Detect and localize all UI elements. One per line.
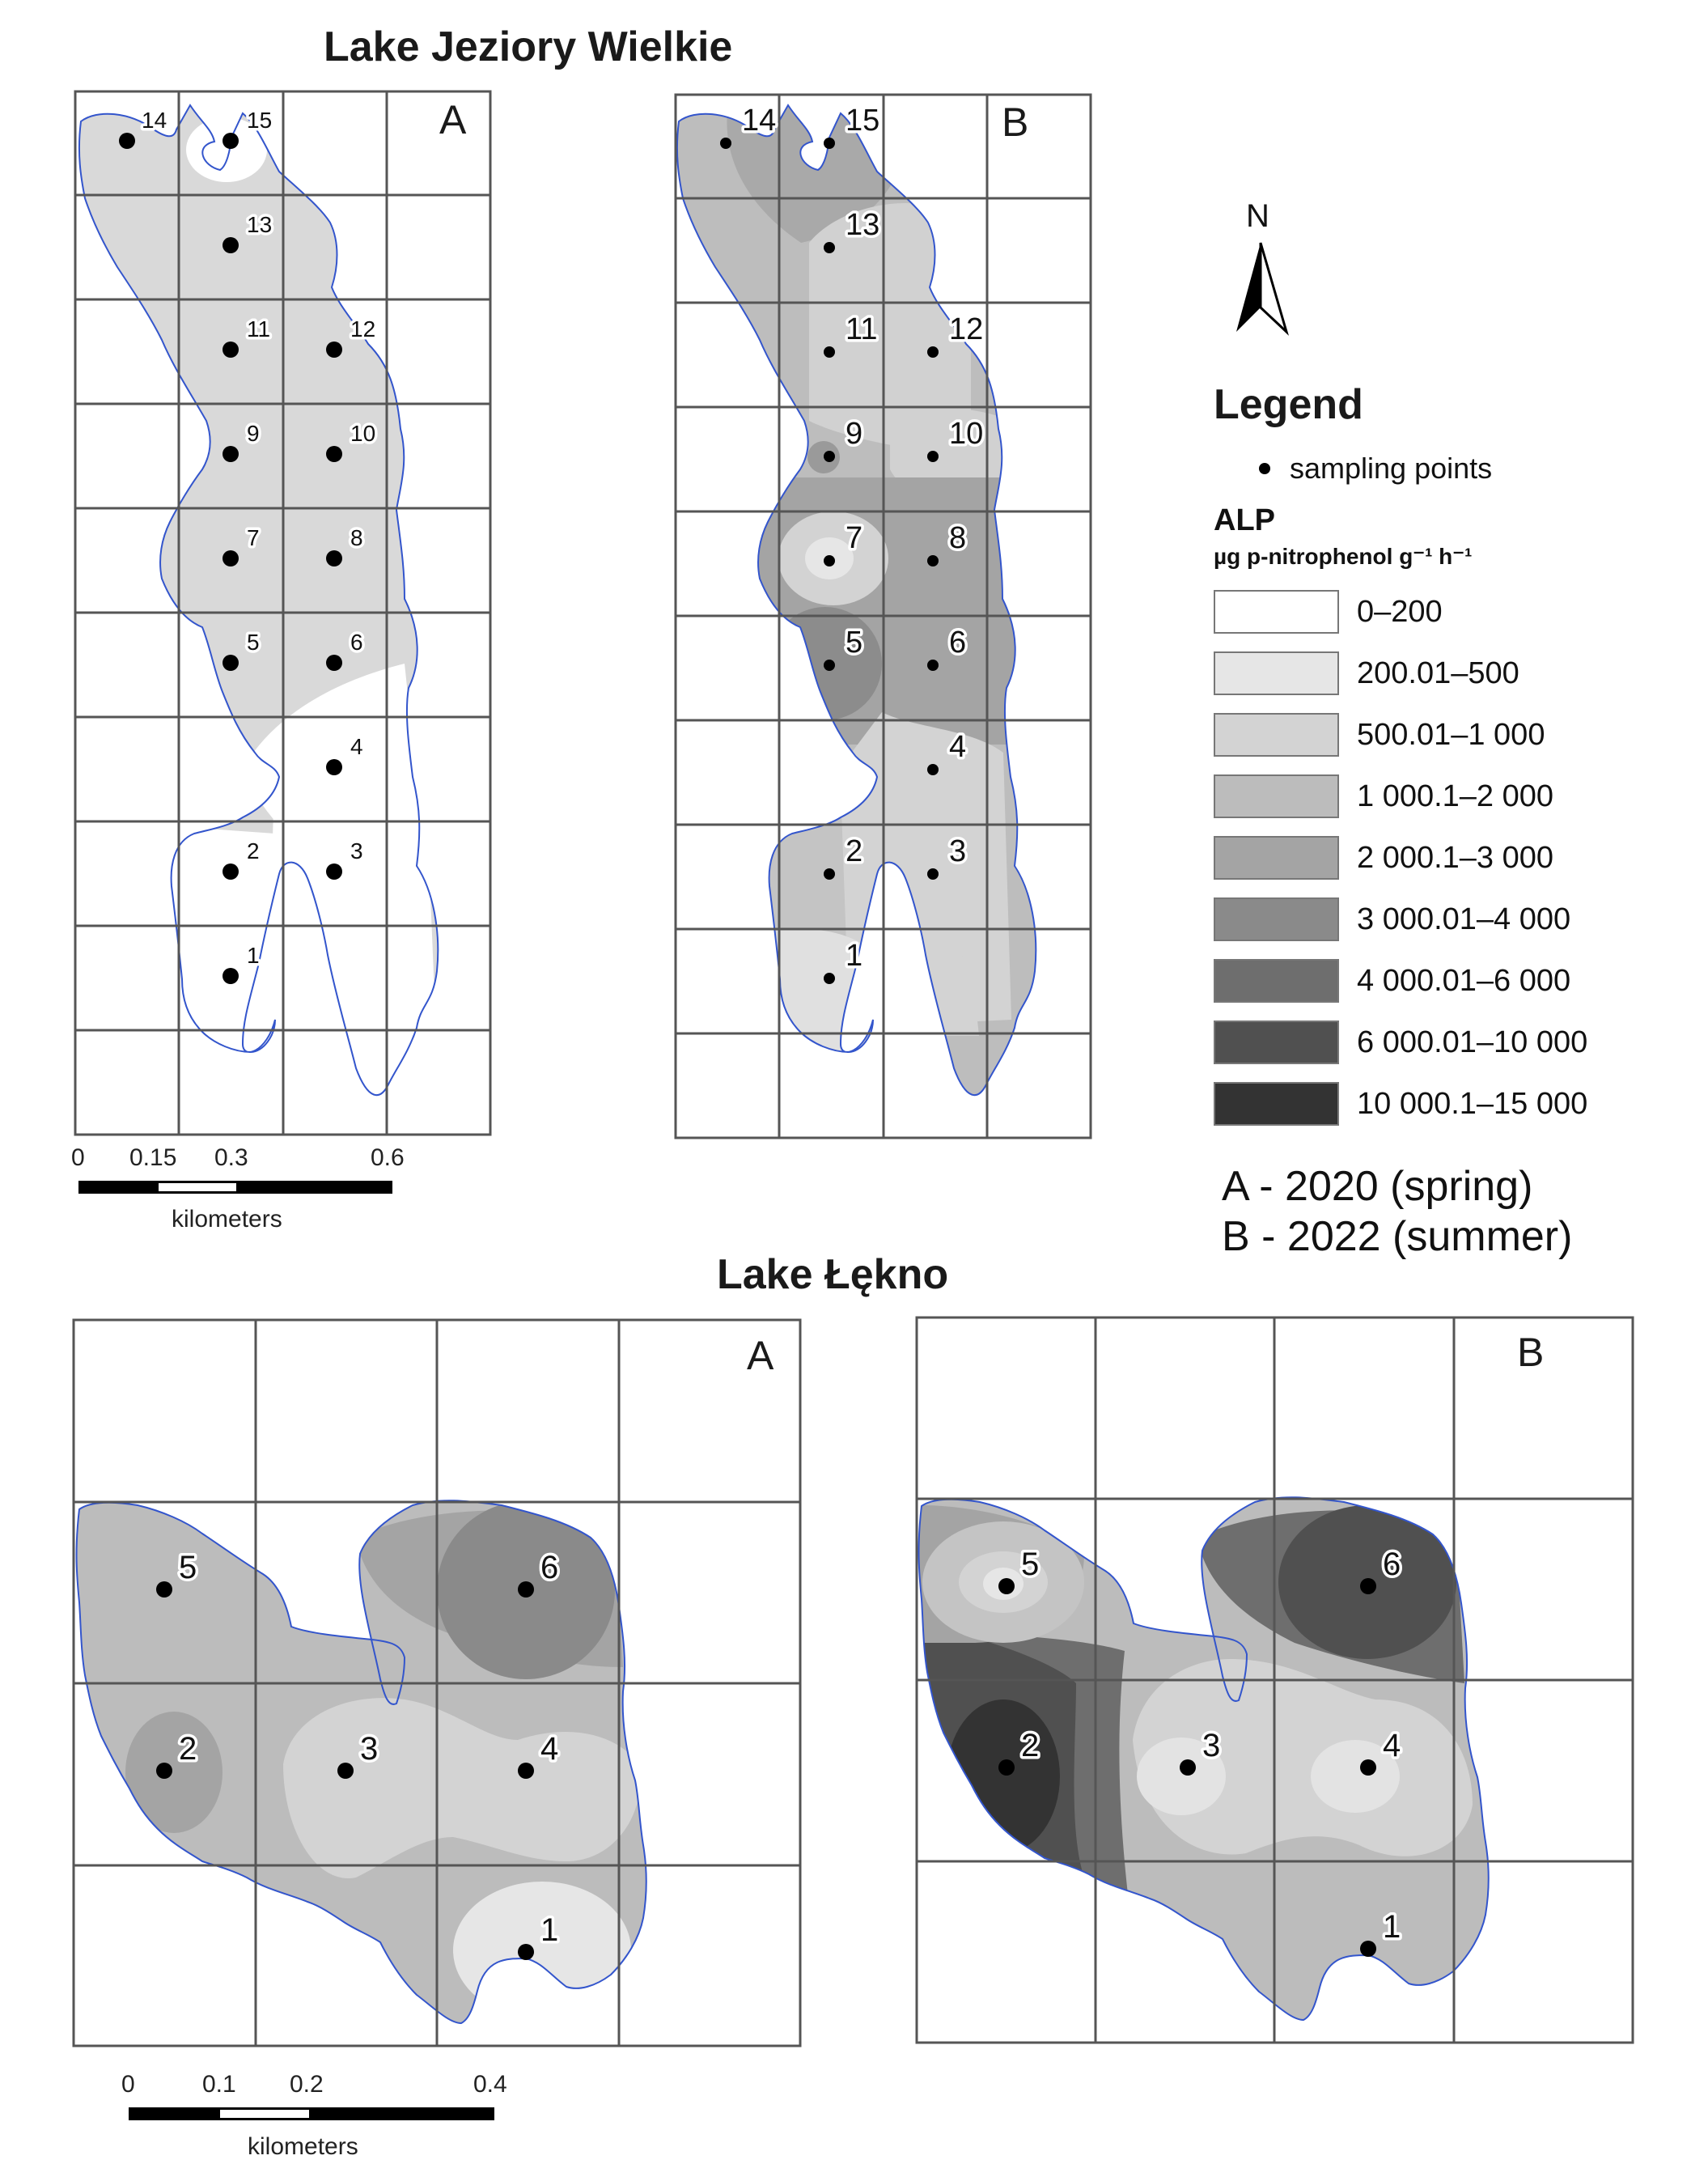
jeziory-b-point-label-6: 6 bbox=[949, 626, 967, 660]
legend-class-label: 10 000.1–15 000 bbox=[1357, 1086, 1588, 1121]
jeziory-a-point-10 bbox=[326, 446, 342, 462]
north-arrow bbox=[1228, 194, 1309, 344]
legend-swatch bbox=[1214, 1020, 1339, 1064]
north-arrow-icon bbox=[1228, 194, 1309, 340]
jeziory-a-point-label-6: 6 bbox=[350, 630, 363, 655]
lekno-b-point-1 bbox=[1360, 1941, 1376, 1957]
scale1-tick-1: 0.15 bbox=[129, 1144, 177, 1171]
lekno-a-point-label-2: 2 bbox=[179, 1731, 197, 1767]
legend-swatch bbox=[1214, 713, 1339, 757]
jeziory-b-point-label-4: 4 bbox=[949, 730, 967, 764]
lekno-b-point-3 bbox=[1180, 1759, 1196, 1776]
legend-class-label: 200.01–500 bbox=[1357, 656, 1519, 690]
legend-class-4 bbox=[1214, 766, 1667, 827]
jeziory-b-point-label-15: 15 bbox=[846, 104, 880, 138]
legend-alp-title: ALP bbox=[1214, 503, 1275, 537]
legend-class-2 bbox=[1214, 643, 1667, 704]
jeziory-a-point-12 bbox=[326, 342, 342, 358]
lekno-b-point-4 bbox=[1360, 1759, 1376, 1776]
jeziory-a-point-label-3: 3 bbox=[350, 838, 363, 863]
legend-class-9 bbox=[1214, 1073, 1667, 1135]
lekno-b-point-6 bbox=[1360, 1578, 1376, 1594]
jeziory-panel-b bbox=[663, 89, 1100, 1138]
legend bbox=[1214, 380, 1667, 1135]
lekno-b-point-label-2: 2 bbox=[1021, 1728, 1040, 1763]
legend-class-label: 4 000.01–6 000 bbox=[1357, 963, 1571, 998]
scale2-tick-1: 0.1 bbox=[202, 2071, 236, 2098]
legend-swatch bbox=[1214, 651, 1339, 695]
jeziory-a-point-5 bbox=[223, 655, 239, 671]
jeziory-b-point-label-14: 14 bbox=[742, 104, 777, 138]
jeziory-b-point-label-10: 10 bbox=[949, 417, 984, 451]
legend-class-5 bbox=[1214, 827, 1667, 889]
lekno-a-point-1 bbox=[518, 1944, 534, 1960]
panel-a-letter-jeziory: A bbox=[439, 97, 467, 142]
scalebar-lekno bbox=[121, 2071, 507, 2160]
lekno-b-point-label-3: 3 bbox=[1202, 1728, 1221, 1763]
legend-class-label: 0–200 bbox=[1357, 594, 1443, 629]
north-label: N bbox=[1246, 198, 1269, 234]
jeziory-b-point-label-9: 9 bbox=[846, 417, 863, 451]
scale2-tick-0: 0 bbox=[121, 2071, 135, 2098]
legend-class-label: 6 000.01–10 000 bbox=[1357, 1025, 1588, 1059]
lekno-a-point-label-6: 6 bbox=[540, 1550, 559, 1585]
scale2-tick-3: 0.4 bbox=[473, 2071, 507, 2098]
lekno-a-point-3 bbox=[337, 1763, 354, 1779]
jeziory-b-point-label-7: 7 bbox=[846, 521, 863, 555]
lekno-b-point-label-1: 1 bbox=[1383, 1909, 1401, 1945]
jeziory-b-point-6 bbox=[927, 660, 939, 671]
legend-swatch bbox=[1214, 959, 1339, 1003]
lekno-a-grid bbox=[74, 1320, 800, 2046]
jeziory-b-point-4 bbox=[927, 764, 939, 775]
jeziory-b-point-7 bbox=[824, 555, 835, 566]
jeziory-b-point-label-3: 3 bbox=[949, 834, 967, 868]
legend-class-6 bbox=[1214, 889, 1667, 950]
jeziory-b-point-label-13: 13 bbox=[846, 208, 880, 242]
lekno-b-point-label-4: 4 bbox=[1383, 1728, 1401, 1763]
jeziory-b-point-label-8: 8 bbox=[949, 521, 967, 555]
lekno-a-point-5 bbox=[156, 1581, 172, 1598]
lekno-b-grid bbox=[917, 1318, 1633, 2043]
legend-unit: µg p-nitrophenol g⁻¹ h⁻¹ bbox=[1214, 544, 1473, 569]
legend-class-8 bbox=[1214, 1012, 1667, 1073]
jeziory-a-point-label-2: 2 bbox=[247, 838, 260, 863]
legend-sampling-points bbox=[1214, 452, 1667, 486]
jeziory-b-point-13 bbox=[824, 242, 835, 253]
scale2-tick-2: 0.2 bbox=[290, 2071, 324, 2098]
jeziory-b-point-15 bbox=[824, 138, 835, 149]
jeziory-a-point-9 bbox=[223, 446, 239, 462]
legend-title: Legend bbox=[1214, 381, 1363, 428]
legend-swatch bbox=[1214, 590, 1339, 634]
jeziory-a-point-label-11: 11 bbox=[247, 316, 271, 342]
panel-b-letter-lekno: B bbox=[1517, 1330, 1545, 1375]
jeziory-a-point-label-5: 5 bbox=[247, 630, 260, 655]
lekno-b-point-label-5: 5 bbox=[1021, 1547, 1040, 1582]
jeziory-a-point-label-9: 9 bbox=[247, 421, 260, 446]
sampling-point-icon bbox=[1259, 463, 1270, 474]
jeziory-a-point-11 bbox=[223, 342, 239, 358]
jeziory-a-point-label-12: 12 bbox=[350, 316, 376, 342]
jeziory-b-point-11 bbox=[824, 346, 835, 358]
jeziory-b-point-label-12: 12 bbox=[949, 312, 984, 346]
jeziory-b-point-label-1: 1 bbox=[846, 939, 863, 973]
lake-jeziory-title: Lake Jeziory Wielkie bbox=[324, 23, 733, 70]
legend-year-b: B - 2022 (summer) bbox=[1222, 1213, 1573, 1260]
jeziory-a-point-label-8: 8 bbox=[350, 525, 363, 550]
jeziory-a-point-label-1: 1 bbox=[247, 943, 260, 968]
legend-sampling-label: sampling points bbox=[1290, 452, 1493, 485]
lekno-panel-a bbox=[65, 1320, 800, 2046]
legend-swatch bbox=[1214, 1082, 1339, 1126]
lekno-a-point-label-4: 4 bbox=[540, 1731, 559, 1767]
lekno-b-point-5 bbox=[998, 1578, 1015, 1594]
jeziory-a-point-label-15: 15 bbox=[247, 108, 273, 133]
lekno-a-point-6 bbox=[518, 1581, 534, 1598]
legend-class-1 bbox=[1214, 581, 1667, 643]
jeziory-a-point-3 bbox=[326, 863, 342, 880]
jeziory-b-point-14 bbox=[720, 138, 731, 149]
jeziory-a-point-label-10: 10 bbox=[350, 421, 376, 446]
jeziory-a-point-4 bbox=[326, 759, 342, 775]
legend-class-label: 3 000.01–4 000 bbox=[1357, 902, 1571, 936]
scale2-unit: kilometers bbox=[248, 2133, 358, 2160]
jeziory-a-point-15 bbox=[223, 133, 239, 149]
lekno-b-point-2 bbox=[998, 1759, 1015, 1776]
jeziory-a-point-1 bbox=[223, 968, 239, 984]
jeziory-b-point-10 bbox=[927, 451, 939, 462]
panel-a-letter-lekno: A bbox=[747, 1333, 774, 1378]
jeziory-a-point-8 bbox=[326, 550, 342, 566]
legend-swatch bbox=[1214, 897, 1339, 941]
jeziory-b-point-8 bbox=[927, 555, 939, 566]
jeziory-b-point-label-2: 2 bbox=[846, 834, 863, 868]
legend-year-a: A - 2020 (spring) bbox=[1222, 1163, 1533, 1210]
legend-classes bbox=[1214, 581, 1667, 1135]
scale1-tick-2: 0.3 bbox=[214, 1144, 248, 1171]
jeziory-a-point-label-7: 7 bbox=[247, 525, 260, 550]
jeziory-a-point-2 bbox=[223, 863, 239, 880]
lekno-b-point-label-6: 6 bbox=[1383, 1547, 1401, 1582]
legend-swatch bbox=[1214, 836, 1339, 880]
jeziory-a-point-label-14: 14 bbox=[142, 108, 167, 133]
lekno-panel-b bbox=[906, 1318, 1633, 2043]
jeziory-b-point-12 bbox=[927, 346, 939, 358]
scale1-tick-0: 0 bbox=[71, 1144, 85, 1171]
jeziory-b-point-label-5: 5 bbox=[846, 626, 863, 660]
jeziory-b-point-5 bbox=[824, 660, 835, 671]
legend-class-label: 2 000.1–3 000 bbox=[1357, 840, 1554, 875]
jeziory-b-point-9 bbox=[824, 451, 835, 462]
jeziory-panel-a bbox=[49, 89, 490, 1135]
legend-class-label: 1 000.1–2 000 bbox=[1357, 779, 1554, 813]
jeziory-a-point-6 bbox=[326, 655, 342, 671]
jeziory-a-point-7 bbox=[223, 550, 239, 566]
legend-class-3 bbox=[1214, 704, 1667, 766]
lekno-a-point-label-1: 1 bbox=[540, 1912, 559, 1948]
jeziory-b-point-label-11: 11 bbox=[846, 312, 878, 346]
jeziory-b-point-3 bbox=[927, 868, 939, 880]
panel-b-letter-jeziory: B bbox=[1002, 100, 1029, 145]
jeziory-a-point-label-13: 13 bbox=[247, 212, 273, 237]
legend-class-7 bbox=[1214, 950, 1667, 1012]
lekno-a-point-4 bbox=[518, 1763, 534, 1779]
legend-years bbox=[1222, 1161, 1572, 1262]
jeziory-a-point-label-4: 4 bbox=[350, 734, 363, 759]
lekno-a-point-label-5: 5 bbox=[179, 1550, 197, 1585]
lekno-a-point-label-3: 3 bbox=[360, 1731, 379, 1767]
jeziory-a-point-13 bbox=[223, 237, 239, 253]
scale1-unit: kilometers bbox=[172, 1206, 282, 1233]
legend-swatch bbox=[1214, 774, 1339, 818]
jeziory-b-point-2 bbox=[824, 868, 835, 880]
lake-lekno-title: Lake Łękno bbox=[717, 1251, 949, 1298]
lekno-a-point-2 bbox=[156, 1763, 172, 1779]
scalebar-jeziory bbox=[71, 1144, 405, 1233]
scale1-tick-3: 0.6 bbox=[371, 1144, 405, 1171]
jeziory-a-point-14 bbox=[119, 133, 135, 149]
jeziory-b-point-1 bbox=[824, 973, 835, 984]
legend-class-label: 500.01–1 000 bbox=[1357, 717, 1545, 752]
